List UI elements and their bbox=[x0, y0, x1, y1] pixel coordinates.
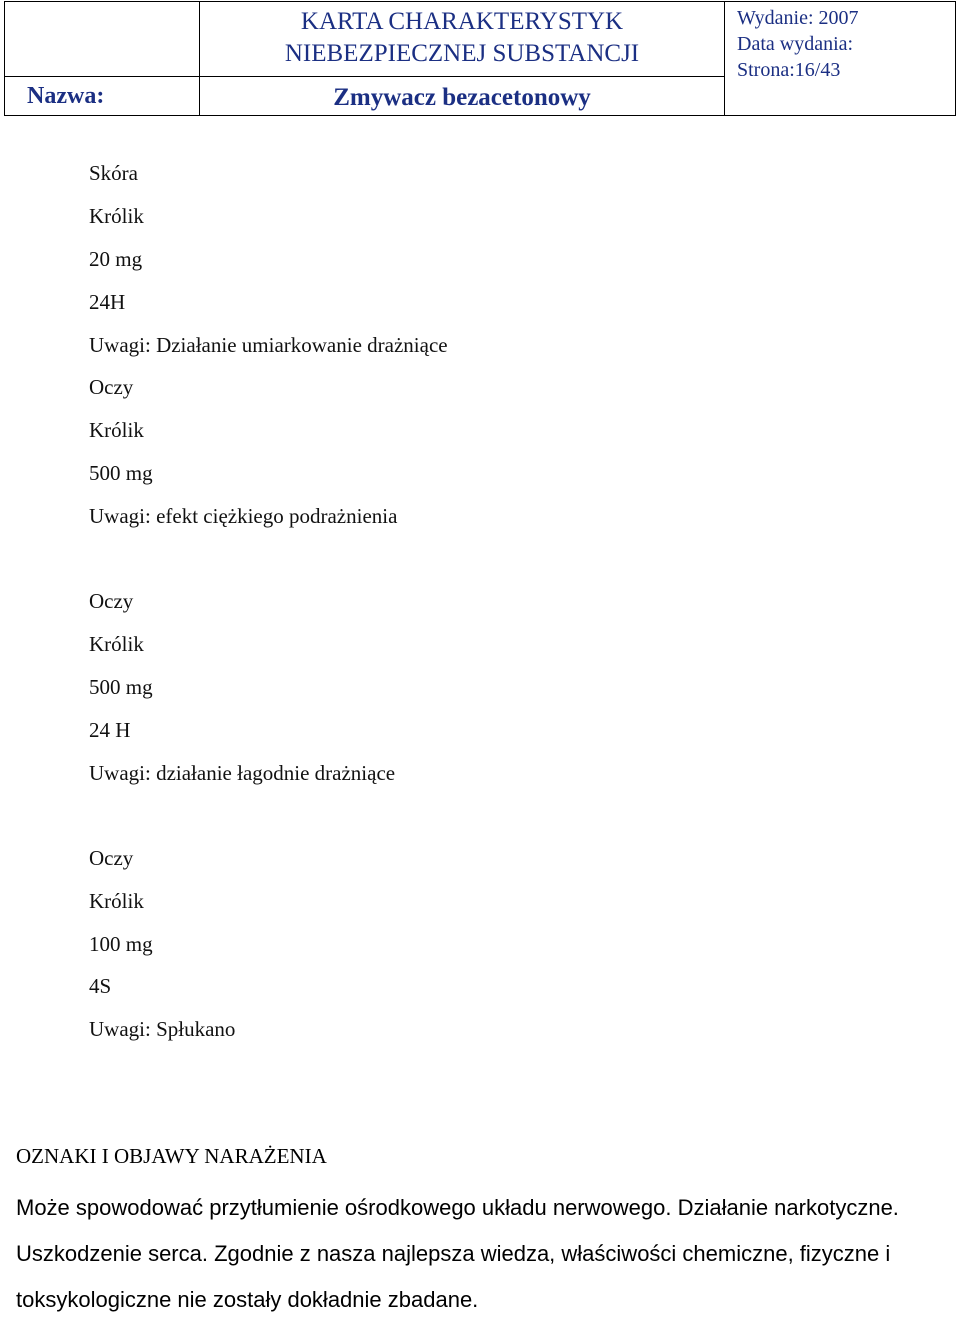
list-item: 500 mg bbox=[89, 675, 153, 699]
header-product-cell bbox=[200, 77, 725, 115]
name-label: Nazwa: bbox=[27, 83, 105, 109]
section-paragraph: Może spowodować przytłumienie ośrodkowego układu nerwowego. Działanie narkotyczne. Uszkodzenie serca. Zgodnie z nasza najlepsza wiedza, właściwości chemiczne, fizyczne i toksykologiczne nie zostały dokładnie zbadane. bbox=[16, 1195, 899, 1312]
list-item: Skóra bbox=[89, 161, 138, 185]
header-meta-cell bbox=[725, 2, 955, 115]
document-title-line-2: NIEBEZPIECZNEJ SUBSTANCJI bbox=[284, 40, 640, 67]
list-item: Królik bbox=[89, 204, 144, 228]
document-header bbox=[4, 1, 956, 116]
list-item: 4S bbox=[89, 974, 112, 998]
list-item: Królik bbox=[89, 889, 144, 913]
list-item: Uwagi: Spłukano bbox=[89, 1017, 236, 1041]
edition-text: Wydanie: 2007 bbox=[737, 7, 859, 29]
header-title-cell bbox=[200, 2, 725, 77]
header-blank-cell bbox=[5, 2, 200, 77]
list-item: Oczy bbox=[89, 846, 134, 870]
page-number-text: Strona:16/43 bbox=[737, 59, 841, 81]
list-item: 500 mg bbox=[89, 461, 153, 485]
list-item: Uwagi: Działanie umiarkowanie drażniące bbox=[89, 333, 448, 357]
list-item: Królik bbox=[89, 418, 144, 442]
list-item: 24 H bbox=[89, 718, 131, 742]
list-item: 24H bbox=[89, 290, 126, 314]
list-item: Uwagi: efekt ciężkiego podrażnienia bbox=[89, 504, 398, 528]
list-item: Uwagi: działanie łagodnie drażniące bbox=[89, 761, 396, 785]
list-item: 20 mg bbox=[89, 247, 143, 271]
list-item: 100 mg bbox=[89, 932, 153, 956]
document-title-line-1: KARTA CHARAKTERYSTYK bbox=[300, 8, 624, 35]
header-name-label-cell bbox=[5, 77, 200, 115]
product-name: Zmywacz bezacetonowy bbox=[333, 84, 591, 111]
issue-date-text: Data wydania: bbox=[737, 33, 854, 55]
section-title: OZNAKI I OBJAWY NARAŻENIA bbox=[16, 1144, 327, 1168]
list-item: Oczy bbox=[89, 375, 134, 399]
list-item: Królik bbox=[89, 632, 144, 656]
list-item: Oczy bbox=[89, 589, 134, 613]
